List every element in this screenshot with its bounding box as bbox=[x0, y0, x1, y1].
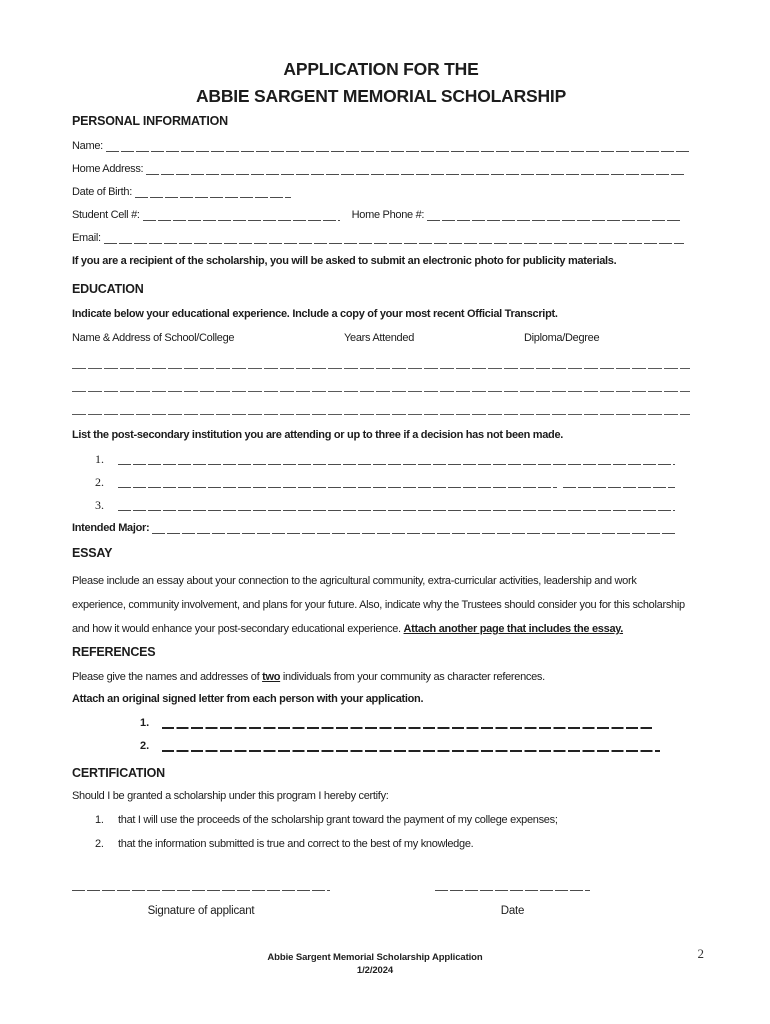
home-address-label: Home Address: bbox=[72, 163, 144, 175]
name-label: Name: bbox=[72, 140, 103, 152]
certification-item-2 bbox=[72, 836, 690, 852]
education-blank-line-3[interactable] bbox=[72, 392, 690, 415]
dob-field-row bbox=[72, 176, 690, 199]
footer-date: 1/2/2024 bbox=[356, 965, 394, 976]
name-field-line[interactable] bbox=[106, 149, 690, 152]
signature-lines-row bbox=[72, 888, 690, 891]
email-label: Email: bbox=[72, 232, 101, 244]
signature-labels-row bbox=[72, 905, 690, 917]
section-heading-references: REFERENCES bbox=[72, 645, 156, 659]
footer-title: Abbie Sargent Memorial Scholarship Application bbox=[267, 952, 483, 963]
page-number: 2 bbox=[697, 946, 704, 961]
column-school: Name & Address of School/College bbox=[72, 332, 235, 344]
essay-instruction bbox=[72, 569, 690, 641]
home-address-field-row bbox=[72, 153, 690, 176]
intended-major-label: Intended Major: bbox=[72, 522, 150, 534]
name-field-row bbox=[72, 130, 690, 153]
dob-field-line[interactable] bbox=[135, 195, 291, 198]
home-phone-field-line[interactable] bbox=[427, 218, 682, 221]
phone-field-row bbox=[72, 199, 690, 222]
references-instruction-suffix: individuals from your community as character references. bbox=[280, 671, 545, 683]
education-instruction: Indicate below your educational experience. Include a copy of your most recent Official Transcript. bbox=[72, 308, 558, 320]
post-secondary-row-3 bbox=[72, 489, 690, 512]
intended-major-field-line[interactable] bbox=[152, 531, 676, 534]
essay-instruction-text: Please include an essay about your connection to the agricultural community, extra-curricular activities, leadership and work experience, community involvement, and plans for your future. Also, indicate why the Trustees should consider you for this scholarship and how it would enhance your post-secondary educational experience. bbox=[72, 575, 685, 635]
photo-note: If you are a recipient of the scholarship, you will be asked to submit an electronic photo for publicity materials. bbox=[72, 255, 617, 267]
list-number: 1. bbox=[95, 452, 104, 466]
reference-row-1 bbox=[72, 707, 690, 730]
reference-row-2 bbox=[72, 730, 690, 753]
references-instruction-prefix: Please give the names and addresses of bbox=[72, 671, 263, 683]
list-number: 1. bbox=[140, 717, 150, 729]
references-attach-note: Attach an original signed letter from each person with your application. bbox=[72, 693, 424, 705]
certification-intro: Should I be granted a scholarship under this program I hereby certify: bbox=[72, 790, 389, 802]
intended-major-row bbox=[72, 512, 690, 535]
email-field-line[interactable] bbox=[104, 241, 684, 244]
post-secondary-instruction: List the post-secondary institution you are attending or up to three if a decision has not been made. bbox=[72, 429, 564, 441]
date-label: Date bbox=[500, 905, 525, 917]
student-cell-field-line[interactable] bbox=[143, 218, 340, 221]
section-heading-personal: PERSONAL INFORMATION bbox=[72, 114, 228, 128]
list-number: 1. bbox=[95, 814, 104, 826]
post-secondary-line-2a[interactable] bbox=[118, 485, 557, 488]
post-secondary-line-3[interactable] bbox=[118, 508, 675, 511]
list-number: 2. bbox=[95, 838, 104, 850]
column-years: Years Attended bbox=[344, 332, 415, 344]
section-heading-essay: ESSAY bbox=[72, 546, 113, 560]
signature-field-line[interactable] bbox=[72, 888, 330, 891]
page-title-line1: APPLICATION FOR THE bbox=[283, 59, 479, 79]
list-number: 2. bbox=[95, 475, 104, 489]
certification-item-text: that I will use the proceeds of the scholarship grant toward the payment of my college expenses; bbox=[118, 814, 558, 826]
references-instruction-emphasis: two bbox=[262, 671, 281, 683]
signature-label: Signature of applicant bbox=[147, 905, 255, 917]
list-number: 3. bbox=[95, 498, 104, 512]
essay-instruction-emphasis: Attach another page that includes the essay. bbox=[403, 623, 624, 635]
certification-item-text: that the information submitted is true and correct to the best of my knowledge. bbox=[118, 838, 474, 850]
education-column-headers bbox=[72, 332, 690, 348]
education-blank-line-1[interactable] bbox=[72, 346, 690, 369]
column-diploma: Diploma/Degree bbox=[524, 332, 600, 344]
page-title-line2: ABBIE SARGENT MEMORIAL SCHOLARSHIP bbox=[195, 86, 567, 106]
date-field-line[interactable] bbox=[435, 888, 590, 891]
post-secondary-line-2b[interactable] bbox=[563, 485, 675, 488]
post-secondary-row-2 bbox=[72, 466, 690, 489]
list-number: 2. bbox=[140, 740, 150, 752]
email-field-row bbox=[72, 222, 690, 245]
home-phone-label: Home Phone #: bbox=[351, 209, 425, 221]
section-heading-education: EDUCATION bbox=[72, 282, 144, 296]
post-secondary-line-1[interactable] bbox=[118, 462, 675, 465]
reference-line-1[interactable] bbox=[162, 725, 652, 729]
page-footer bbox=[60, 951, 690, 977]
reference-line-2[interactable] bbox=[162, 748, 660, 752]
education-blank-line-2[interactable] bbox=[72, 369, 690, 392]
certification-item-1 bbox=[72, 812, 690, 828]
home-address-field-line[interactable] bbox=[146, 172, 686, 175]
section-heading-certification: CERTIFICATION bbox=[72, 766, 165, 780]
references-instruction bbox=[72, 669, 690, 685]
post-secondary-row-1 bbox=[72, 443, 690, 466]
dob-label: Date of Birth: bbox=[72, 186, 132, 198]
student-cell-label: Student Cell #: bbox=[72, 209, 140, 221]
